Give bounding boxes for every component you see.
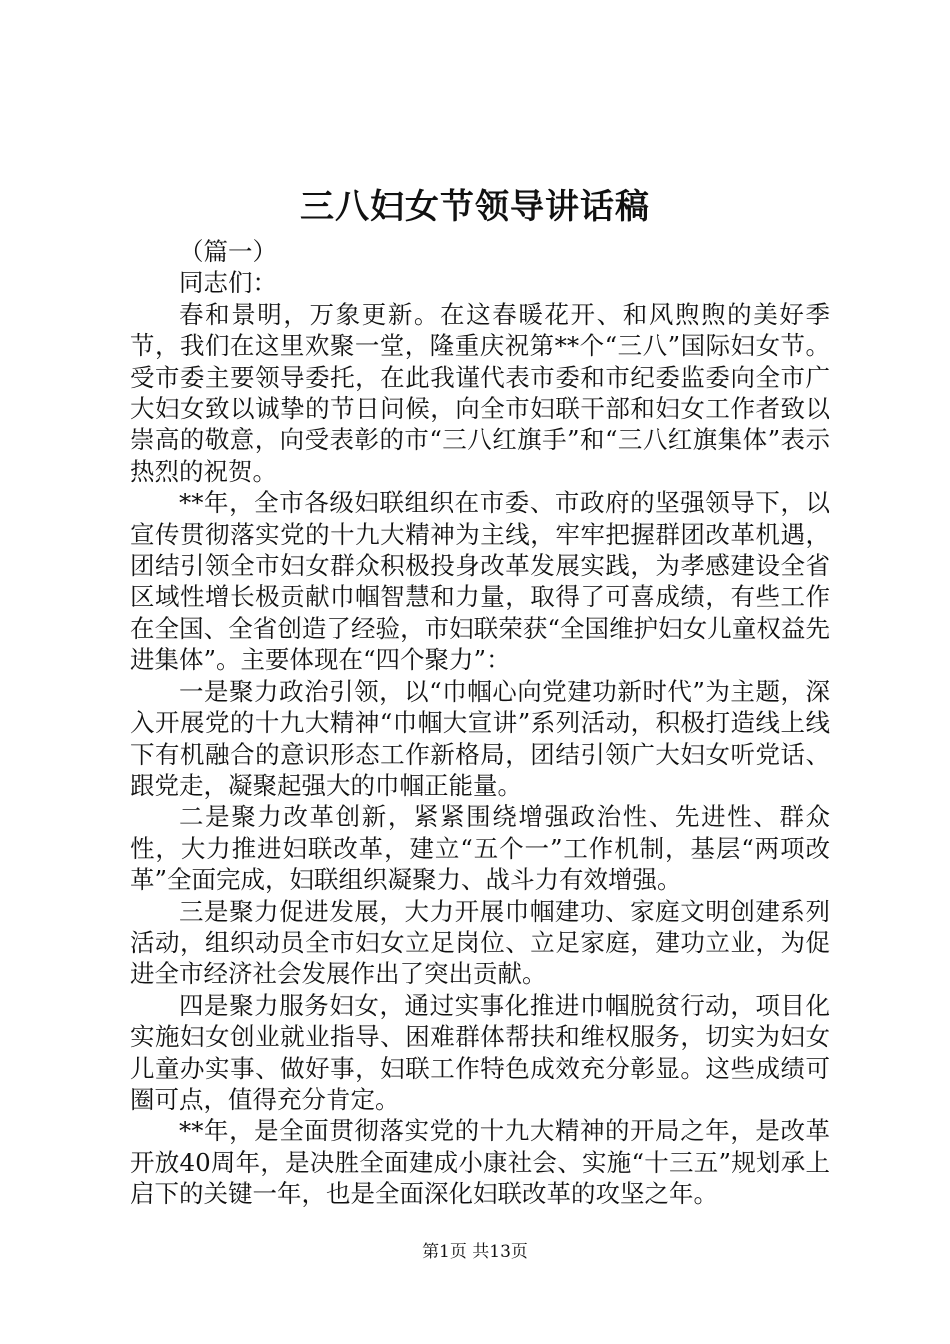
paragraph-achievements: **年，全市各级妇联组织在市委、市政府的坚强领导下，以宣传贯彻落实党的十九大精神为主线，牢牢把握群团改革机遇，团结引领全市妇女群众积极投身改革发展实践，为孝感建设全省区域性增长极贡献巾帼智慧和力量，取得了可喜成绩，有些工作在全国、全省创造了经验，市妇联荣获“全国维护妇女儿童权益先进集体”。主要体现在“四个聚力”： [130, 488, 830, 675]
paragraph-salutation: 同志们： [179, 268, 277, 298]
paragraph-point-one: 一是聚力政治引领，以“巾帼心向党建功新时代”为主题，深入开展党的十九大精神“巾帼大宣讲”系列活动，积极打造线上线下有机融合的意识形态工作新格局，团结引领广大妇女听党话、跟党走，凝聚起强大的巾帼正能量。 [130, 676, 830, 800]
paragraph-section-label: （篇一） [179, 237, 277, 266]
document-body [130, 236, 830, 1210]
paragraph-opening: 春和景明，万象更新。在这春暖花开、和风煦煦的美好季节，我们在这里欢聚一堂，隆重庆祝第**个“三八”国际妇女节。受市委主要领导委托，在此我谨代表市委和市纪委监委向全市广大妇女致以诚挚的节日问候，向全市妇联干部和妇女工作者致以崇高的敬意，向受表彰的市“三八红旗手”和“三八红旗集体”表示热烈的祝贺。 [130, 299, 830, 486]
paragraph-outlook: **年，是全面贯彻落实党的十九大精神的开局之年，是改革开放40周年，是决胜全面建成小康社会、实施“十三五”规划承上启下的关键一年，也是全面深化妇联改革的攻坚之年。 [130, 1116, 830, 1209]
paragraph-point-two: 二是聚力改革创新，紧紧围绕增强政治性、先进性、群众性，大力推进妇联改革，建立“五个一”工作机制，基层“两项改革”全面完成，妇联组织凝聚力、战斗力有效增强。 [130, 802, 830, 895]
page-footer: 第1页 共13页 [422, 1242, 528, 1262]
page-title: 三八妇女节领导讲话稿 [300, 187, 650, 227]
paragraph-point-three: 三是聚力促进发展，大力开展巾帼建功、家庭文明创建系列活动，组织动员全市妇女立足岗位、立足家庭，建功立业，为促进全市经济社会发展作出了突出贡献。 [130, 896, 830, 989]
paragraph-point-four: 四是聚力服务妇女，通过实事化推进巾帼脱贫行动，项目化实施妇女创业就业指导、困难群体帮扶和维权服务，切实为妇女儿童办实事、做好事，妇联工作特色成效充分彰显。这些成绩可圈可点，值得充分肯定。 [130, 990, 830, 1114]
